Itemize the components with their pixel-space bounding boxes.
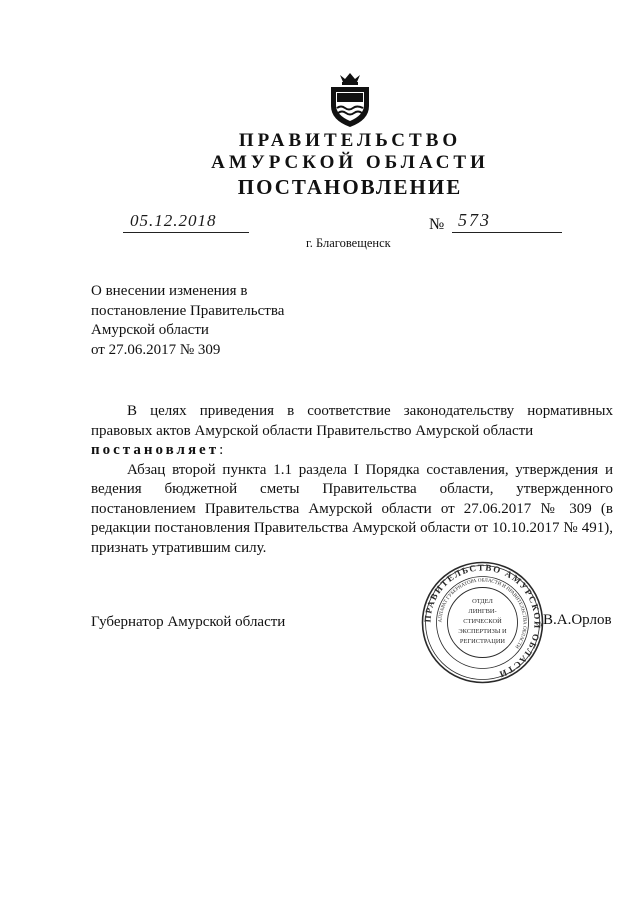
preamble-paragraph: В целях приведения в соответствие законодательству нормативных правовых актов Амурской области Правительство Амурской области — [91, 403, 613, 439]
decree-line — [91, 441, 613, 461]
org-name-line1: ПРАВИТЕЛЬСТВО — [238, 130, 462, 151]
signatory-name: В.А.Орлов — [543, 612, 612, 628]
document-number: 573 — [458, 210, 491, 230]
document-date: 05.12.2018 — [130, 211, 217, 230]
stamp-center-line: ЭКСПЕРТИЗЫ И — [458, 628, 507, 635]
subject-line: Амурской области — [91, 322, 209, 338]
stamp-center-line: ОТДЕЛ — [472, 598, 493, 605]
stamp-inner-ring-text: АППАРАТ ГУБЕРНАТОРА ОБЛАСТИ И ПРАВИТЕЛЬСТВА ОБЛАСТИ — [438, 578, 527, 649]
document-subject — [91, 282, 331, 360]
decree-word: постановляет — [91, 442, 220, 458]
number-sign: № — [429, 216, 445, 233]
signatory-role: Губернатор Амурской области — [91, 614, 286, 630]
subject-line: от 27.06.2017 № 309 — [91, 341, 221, 358]
city-line: г. Благовещенск — [306, 236, 391, 250]
subject-line: О внесении изменения в — [91, 283, 248, 299]
stamp-center-line: РЕГИСТРАЦИИ — [459, 638, 506, 645]
stamp-center-line: СТИЧЕСКОЙ — [463, 618, 502, 625]
number-underline — [452, 232, 562, 233]
subject-line: постановление Правительства — [91, 302, 285, 319]
document-type-title: ПОСТАНОВЛЕНИЕ — [237, 175, 463, 199]
org-name-line2: АМУРСКОЙ ОБЛАСТИ — [211, 152, 489, 173]
decree-colon: : — [219, 442, 224, 458]
stamp-center-line: ЛИНГВИ- — [468, 608, 497, 615]
official-stamp-icon — [420, 560, 545, 685]
date-underline — [123, 232, 249, 233]
document-body — [91, 402, 613, 558]
main-paragraph: Абзац второй пункта 1.1 раздела I Порядка составления, утверждения и ведения бюджетной сметы Правительства области, утвержденного постановлением Правительства Амурской области от 27.06.2017 № 309 (в редакции постановления Правительства Амурской области от 10.10.2017 № 491), признать утратившим силу. — [91, 461, 613, 556]
stamp-ring-text: ПРАВИТЕЛЬСТВО АМУРСКОЙ ОБЛАСТИ — [422, 562, 543, 680]
coat-of-arms-icon — [327, 72, 373, 128]
